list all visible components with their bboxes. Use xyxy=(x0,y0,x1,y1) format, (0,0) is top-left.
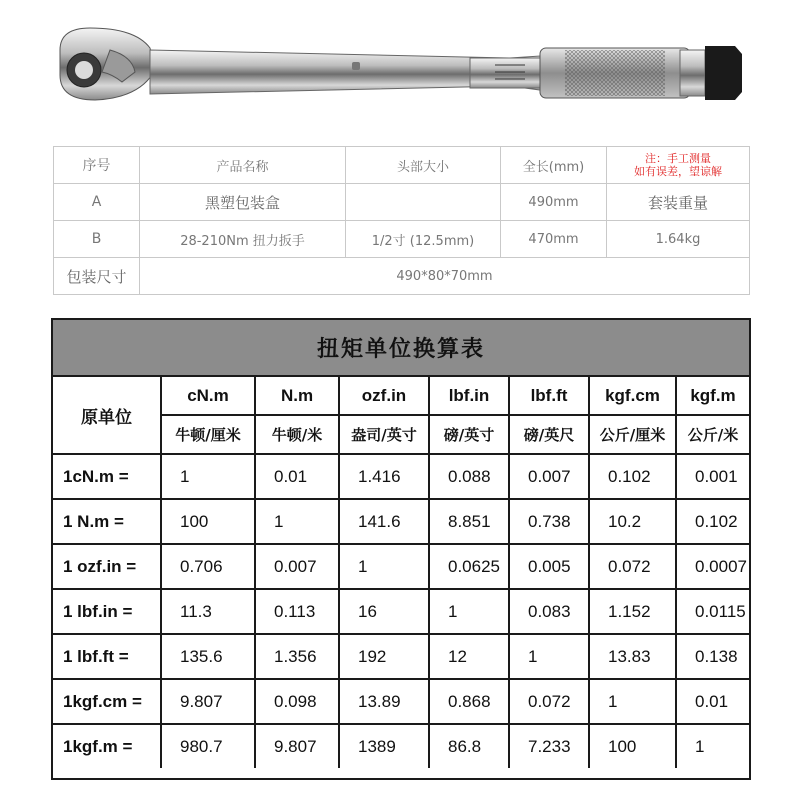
conversion-value: 135.6 xyxy=(161,634,255,679)
unit-name-ozf-in: 盎司/英寸 xyxy=(339,415,429,454)
set-weight-value: 1.64kg xyxy=(607,221,750,258)
unit-name-N-m: 牛顿/米 xyxy=(255,415,339,454)
conversion-value: 16 xyxy=(339,589,429,634)
conversion-grid xyxy=(53,377,749,768)
conversion-value: 0.706 xyxy=(161,544,255,589)
conversion-value: 0.007 xyxy=(509,454,589,499)
conversion-value: 192 xyxy=(339,634,429,679)
unit-name-cN-m: 牛顿/厘米 xyxy=(161,415,255,454)
spec-row-b xyxy=(54,221,750,258)
conversion-value: 12 xyxy=(429,634,509,679)
spec-row-a xyxy=(54,184,750,221)
conversion-value: 1 xyxy=(589,679,676,724)
row-label: 1 N.m = xyxy=(53,499,161,544)
set-weight-label: 套装重量 xyxy=(607,184,750,221)
row-label: 1kgf.m = xyxy=(53,724,161,768)
conversion-value: 0.868 xyxy=(429,679,509,724)
row-label: 1 ozf.in = xyxy=(53,544,161,589)
conversion-value: 7.233 xyxy=(509,724,589,768)
measurement-note: 注：手工测量 如有误差，望谅解 xyxy=(607,147,750,184)
conversion-value: 13.83 xyxy=(589,634,676,679)
spec-package-row xyxy=(54,258,750,295)
conversion-value: 0.072 xyxy=(509,679,589,724)
conversion-value: 1 xyxy=(161,454,255,499)
conversion-row xyxy=(53,724,749,768)
conversion-value: 141.6 xyxy=(339,499,429,544)
conversion-value: 0.102 xyxy=(676,499,749,544)
product-name: 黑塑包装盒 xyxy=(140,184,346,221)
conversion-value: 0.0115 xyxy=(676,589,749,634)
conversion-value: 0.01 xyxy=(255,454,339,499)
product-name: 28-210Nm 扭力扳手 xyxy=(140,221,346,258)
conversion-row xyxy=(53,499,749,544)
conversion-value: 86.8 xyxy=(429,724,509,768)
conversion-value: 10.2 xyxy=(589,499,676,544)
length: 470mm xyxy=(501,221,607,258)
conversion-value: 0.0007 xyxy=(676,544,749,589)
head-size: 1/2寸 (12.5mm) xyxy=(346,221,501,258)
package-size-label: 包装尺寸 xyxy=(54,258,140,295)
conversion-value: 9.807 xyxy=(161,679,255,724)
conversion-value: 0.083 xyxy=(509,589,589,634)
conversion-row xyxy=(53,634,749,679)
length: 490mm xyxy=(501,184,607,221)
conversion-row xyxy=(53,589,749,634)
conversion-value: 1389 xyxy=(339,724,429,768)
conversion-value: 1 xyxy=(676,724,749,768)
conversion-value: 0.072 xyxy=(589,544,676,589)
unit-code-lbf-in: lbf.in xyxy=(429,377,509,415)
conversion-value: 1.416 xyxy=(339,454,429,499)
unit-name-kgf-cm: 公斤/厘米 xyxy=(589,415,676,454)
row-index: A xyxy=(54,184,140,221)
conversion-value: 0.088 xyxy=(429,454,509,499)
unit-code-N-m: N.m xyxy=(255,377,339,415)
unit-name-lbf-in: 磅/英寸 xyxy=(429,415,509,454)
origin-unit-label: 原单位 xyxy=(53,377,161,454)
conversion-row xyxy=(53,544,749,589)
torque-wrench-image xyxy=(40,20,770,120)
row-label: 1cN.m = xyxy=(53,454,161,499)
unit-code-ozf-in: ozf.in xyxy=(339,377,429,415)
row-label: 1kgf.cm = xyxy=(53,679,161,724)
header-length: 全长(mm) xyxy=(501,147,607,184)
conversion-value: 9.807 xyxy=(255,724,339,768)
unit-name-kgf-m: 公斤/米 xyxy=(676,415,749,454)
end-cap xyxy=(705,46,742,100)
header-head-size: 头部大小 xyxy=(346,147,501,184)
conversion-value: 1.356 xyxy=(255,634,339,679)
conversion-row xyxy=(53,679,749,724)
header-product-name: 产品名称 xyxy=(140,147,346,184)
conversion-value: 100 xyxy=(161,499,255,544)
conversion-value: 1 xyxy=(255,499,339,544)
conversion-value: 0.007 xyxy=(255,544,339,589)
conversion-value: 1.152 xyxy=(589,589,676,634)
head-size xyxy=(346,184,501,221)
spec-header-row xyxy=(54,147,750,184)
conversion-value: 0.001 xyxy=(676,454,749,499)
unit-name-lbf-ft: 磅/英尺 xyxy=(509,415,589,454)
row-label: 1 lbf.in = xyxy=(53,589,161,634)
package-size-value: 490*80*70mm xyxy=(140,258,750,295)
unit-code-kgf-cm: kgf.cm xyxy=(589,377,676,415)
conversion-value: 0.113 xyxy=(255,589,339,634)
conversion-value: 0.138 xyxy=(676,634,749,679)
conversion-value: 1 xyxy=(339,544,429,589)
conversion-value: 0.098 xyxy=(255,679,339,724)
header-index: 序号 xyxy=(54,147,140,184)
conversion-value: 11.3 xyxy=(161,589,255,634)
conversion-value: 0.01 xyxy=(676,679,749,724)
conversion-value: 8.851 xyxy=(429,499,509,544)
unit-code-kgf-m: kgf.m xyxy=(676,377,749,415)
conversion-row xyxy=(53,454,749,499)
conversion-value: 0.0625 xyxy=(429,544,509,589)
conversion-value: 0.005 xyxy=(509,544,589,589)
scale-band xyxy=(470,58,540,88)
unit-code-lbf-ft: lbf.ft xyxy=(509,377,589,415)
conversion-value: 100 xyxy=(589,724,676,768)
conversion-value: 13.89 xyxy=(339,679,429,724)
row-index: B xyxy=(54,221,140,258)
unit-code-cN-m: cN.m xyxy=(161,377,255,415)
torque-conversion-table xyxy=(51,318,751,780)
conversion-value: 0.738 xyxy=(509,499,589,544)
conversion-value: 0.102 xyxy=(589,454,676,499)
conversion-title: 扭矩单位换算表 xyxy=(53,320,749,377)
spec-table xyxy=(53,146,750,295)
conversion-value: 1 xyxy=(429,589,509,634)
row-label: 1 lbf.ft = xyxy=(53,634,161,679)
conversion-value: 1 xyxy=(509,634,589,679)
unit-code-row xyxy=(53,377,749,415)
conversion-value: 980.7 xyxy=(161,724,255,768)
